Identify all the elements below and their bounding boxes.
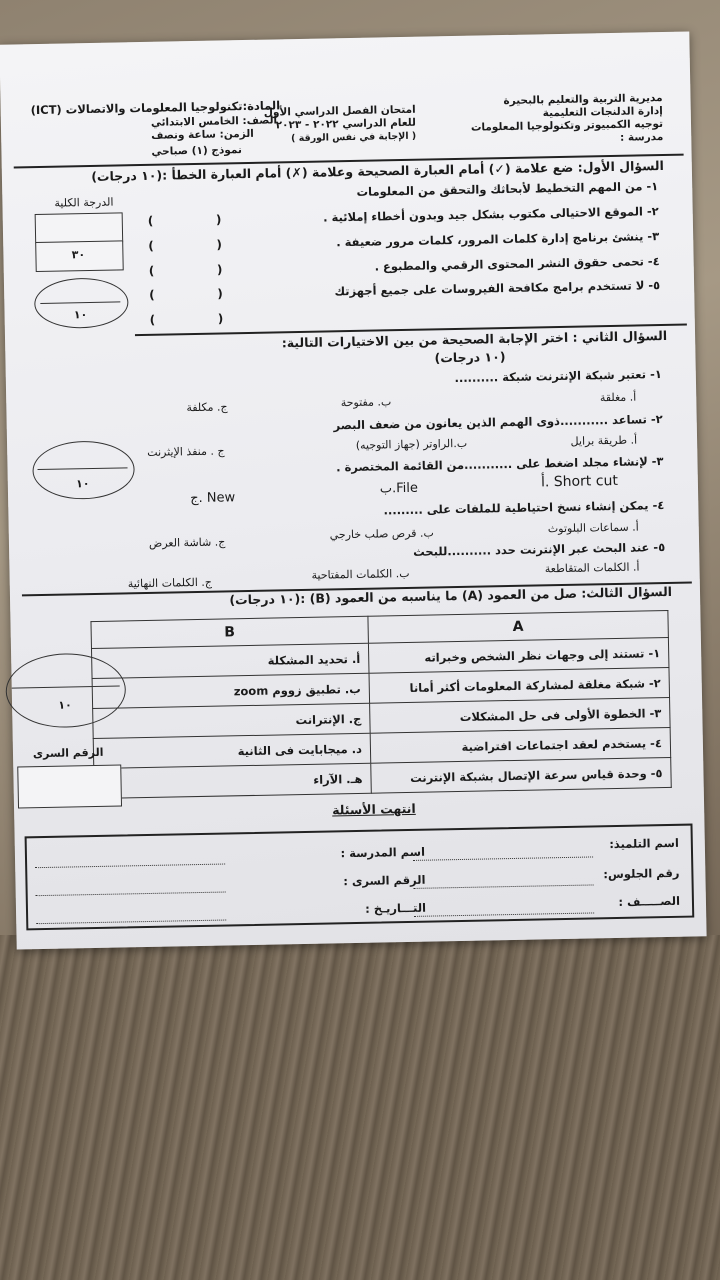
table-surface [0,935,720,1280]
header-grade: الصف: الخامس الابتدائي [150,114,278,129]
column-b-cell: ب. تطبيق زووم zoom [92,673,369,708]
q2-q1-option-c: ج. مكلفة [186,400,228,415]
header-model: نموذج (١) صباحي [151,144,242,158]
q1-item-5: ٥- لا تستخدم برامج مكافحة الفيروسات على جميع أجهزتك [334,278,661,299]
q1-score: ١٠ [73,308,88,322]
q3-score: ١٠ [58,698,72,712]
column-a-header: A [368,610,668,643]
q2-q2-option-b: ب.الراوتر (جهاز التوجيه) [355,436,468,452]
q2-title: السؤال الثاني : اختر الإجابة الصحيحة من بين الاختيارات التالية: [281,327,668,351]
column-b-cell: هـ. الآراء [94,763,371,798]
q2-q4-option-c: ج. شاشة العرض [148,535,226,550]
header-answer-note: ( الإجابة في نفس الورقة ) [290,130,417,145]
header-subject: المادة:تكنولوجيا المعلومات والاتصالات (ICT) [30,98,281,118]
q2-q3-option-a: Short cut .أ [540,472,619,491]
header-year: للعام الدراسي ٢٠٢٢ - ٢٠٢٣ [275,116,417,132]
q2-subtitle: (١٠ درجات) [434,349,506,366]
q2-question-4: ٤- يمكن إنشاء نسخ احتياطية للملفات على ......... [383,498,665,518]
q2-q3-option-b: File.ب [379,480,419,497]
q2-q5-option-c: ج. الكلمات النهائية [127,575,213,591]
secret-number-field-label: الرقم السرى : [343,872,426,889]
answer-paren-3[interactable]: ( ) [148,262,223,278]
q2-q5-option-a: أ. الكلمات المتقاطعة [544,560,640,576]
secret-number-box[interactable] [17,765,122,809]
column-b-cell: ج. الإنترانت [93,703,370,738]
q2-score: ١٠ [75,477,90,491]
header-administration: إدارة الدلنجات التعليمية [542,104,663,120]
total-grade-value: ٣٠ [71,248,86,262]
seat-number-label: رقم الجلوس: [603,865,680,882]
q2-q2-option-c: ج . منفذ الإيثرنت [147,444,225,459]
header-duration: الزمن: ساعة ونصف [151,127,254,142]
secret-number-label: الرقم السرى [32,745,104,761]
column-a-cell: ٤- يستخدم لعقد اجتماعات افتراضية [370,727,671,763]
q1-title: السؤال الأول: ضع علامة (✓) أمام العبارة الصحيحة وعلامة (✗) أمام العبارة الخطأ :(١٠ درجات) [91,157,664,184]
q2-q1-option-a: أ. مغلقة [599,390,637,405]
column-a-cell: ٢- شبكة مغلقة لمشاركة المعلومات أكثر أمانا [369,667,670,703]
q2-question-3: ٣- لإنشاء مجلد اضغط على ...........من القائمة المختصرة . [336,454,664,475]
q2-q2-option-a: أ. طريقة برايل [570,433,638,448]
q2-question-1: ١- تعتبر شبكة الإنترنت شبكة .......... [454,367,662,386]
q2-q3-option-c: New .ج [189,490,236,507]
column-a-cell: ٥- وحدة قياس سرعة الإتصال بشبكة الإنترنت [371,757,672,793]
class-label: الصـــــف : [618,893,681,909]
q1-item-4: ٤- تحمى حقوق النشر المحتوى الرقمي والمطبوع . [374,254,660,274]
column-a-cell: ١- تستند إلى وجهات نظر الشخص وخبراته [368,637,669,673]
column-b-header: B [91,616,368,648]
header-exam-title: امتحان الفصل الدراسي الأول [263,103,416,119]
column-b-cell: أ. تحديد المشكلة [91,643,368,678]
answer-paren-4[interactable]: ( ) [149,286,223,302]
q2-q4-option-a: أ. سماعات البلوتوث [547,520,639,536]
q1-item-3: ٣- ينشئ برنامج إدارة كلمات المرور، كلمات مرور ضعيفة . [336,229,660,250]
q1-item-1: ١- من المهم التخطيط لأبحاثك والتحقق من المعلومات [356,179,659,199]
q1-item-2: ٢- الموقع الاحتيالى مكتوب بشكل جيد وبدون أخطاء إملائية . [323,204,659,225]
answer-paren-1[interactable]: ( ) [147,212,222,228]
end-of-questions: انتهت الأسئلة [331,800,416,818]
answer-paren-2[interactable]: ( ) [148,237,223,253]
date-label: التـــاريـخ : [365,900,427,916]
total-grade-box [35,212,124,244]
q2-q5-option-b: ب. الكلمات المفتاحية [311,566,410,582]
column-b-cell: د. ميجابايت فى الثانية [93,733,370,768]
exam-paper [0,31,707,949]
q2-question-2: ٢- تساعد ...........ذوى الهمم الذين يعانون من ضعف البصر [333,412,663,433]
matching-table [90,610,671,799]
q2-question-5: ٥- عند البحث عبر الإنترنت حدد ..........للبحث [413,540,666,559]
total-grade-label: الدرجة الكلية [54,195,114,210]
student-name-label: اسم التلميذ: [609,835,679,852]
header-guidance: توجيه الكمبيوتر وتكنولوجيا المعلومات [470,117,664,134]
q3-title: السؤال الثالث: صل من العمود (A) ما يناسبه من العمود (B) :(١٠ درجات) [229,583,673,608]
q2-q1-option-b: ب. مفتوحة [340,395,392,410]
q2-q4-option-b: ب. قرص صلب خارجي [329,526,434,542]
header-school: مدرسة : [619,130,664,144]
q2-score-ellipse [32,440,135,500]
header-directorate: مديرية التربية والتعليم بالبحيرة [503,91,663,108]
column-a-cell: ٣- الخطوة الأولى فى حل المشكلات [370,697,671,733]
answer-paren-5[interactable]: ( ) [149,311,224,327]
school-name-label: اسم المدرسة : [340,844,426,861]
